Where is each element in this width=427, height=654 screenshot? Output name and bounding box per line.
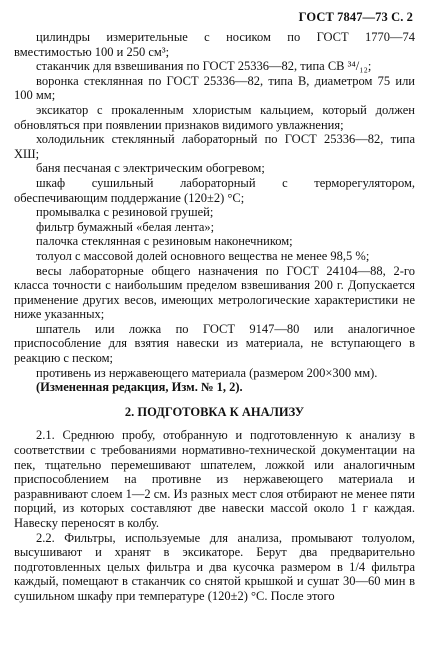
equipment-item: стаканчик для взвешивания по ГОСТ 25336—82, типа СВ ³⁴/₁₂; (36, 59, 372, 74)
revision-note: (Измененная редакция, Изм. № 1, 2). (36, 380, 243, 395)
page-header: ГОСТ 7847—73 С. 2 (298, 10, 413, 24)
equipment-item: противень из нержавеющего материала (размером 200×300 мм). (36, 365, 378, 380)
equipment-item: фильтр бумажный «белая лента»; (36, 219, 215, 234)
equipment-item: холодильник стеклянный лабораторный по ГОСТ 25336—82, типа ХШ; (14, 132, 415, 161)
equipment-item: шпатель или ложка по ГОСТ 9147—80 или аналогичное приспособление для взятия навески из материала, не вступающего в реакцию с песком; (14, 321, 415, 366)
equipment-item: эксикатор с прокаленным хлористым кальцием, который должен обновляться при появлении признаков видимого увлажнения; (14, 102, 415, 132)
equipment-item: воронка стеклянная по ГОСТ 25336—82, типа В, диаметром 75 или 100 мм; (14, 73, 415, 103)
equipment-item: палочка стеклянная с резиновым наконечником; (36, 234, 293, 249)
equipment-item: весы лабораторные общего назначения по ГОСТ 24104—88, 2-го класса точности с наибольшим пределом взвешивания 200 г. Допускается применение других весов, имеющих метрологические характеристики не ниже указанных; (14, 263, 415, 322)
section-paragraph: 2.1. Среднюю пробу, отобранную и подготовленную к анализу в соответствии с требованиями нормативно-технической документации на пек, тщательно перемешивают шпателем, ложкой или аналогичным приспособлением на противне из нержавеющего материала и разравнивают слоем 1—2 см. Из разных мест слоя отбирают не менее пяти порций, из которых составляют две навески массой около 1 г каждая. Навеску переносят в колбу. (14, 428, 415, 530)
section-heading: 2. ПОДГОТОВКА К АНАЛИЗУ (124, 404, 305, 419)
body-text (14, 30, 415, 604)
equipment-item: баня песчаная с электрическим обогревом; (36, 161, 265, 176)
equipment-item: шкаф сушильный лабораторный с терморегулятором, обеспечивающим поддержание (120±2) °С; (14, 175, 415, 205)
equipment-item: промывалка с резиновой грушей; (36, 205, 214, 220)
equipment-item: цилиндры измерительные с носиком по ГОСТ 1770—74 вместимостью 100 и 250 см³; (14, 30, 415, 59)
section-paragraph: 2.2. Фильтры, используемые для анализа, промывают толуолом, высушивают и хранят в эксикаторе. Берут два предварительно подготовленных целых фильтра и два кусочка размером в 1/4 фильтра каждый, помещают в стаканчик со снятой крышкой и сушат 30—60 мин в сушильном шкафу при температуре (120±2) °С. После этого (14, 530, 415, 603)
equipment-item: толуол с массовой долей основного вещества не менее 98,5 %; (36, 248, 370, 263)
